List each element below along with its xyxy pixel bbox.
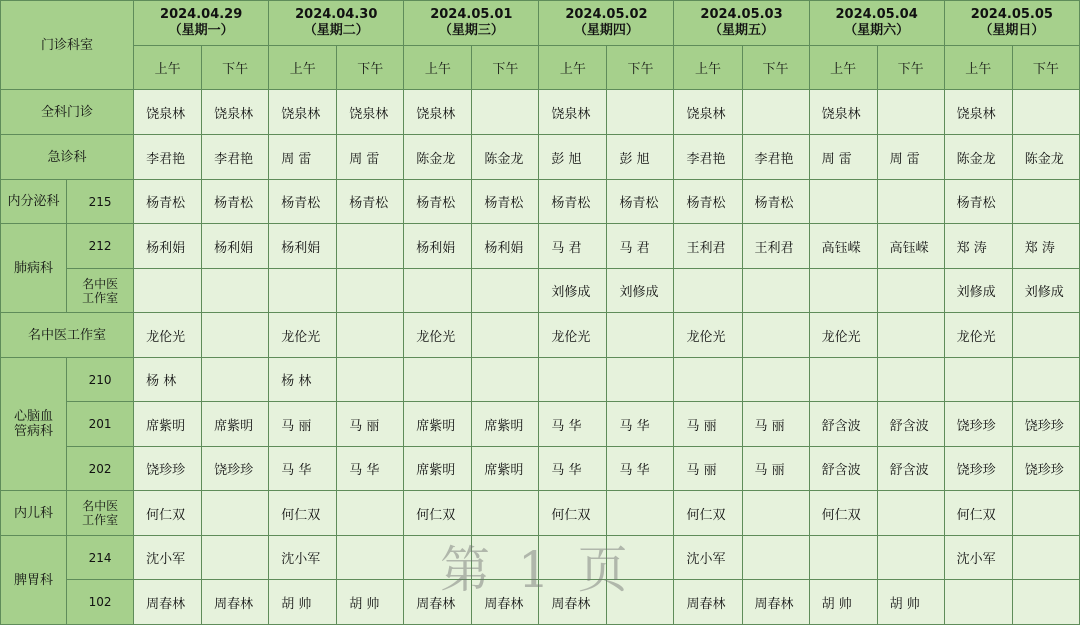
date-header: 2024.05.01 （星期三） [404, 1, 539, 46]
row-spleen-102 [1, 580, 1080, 625]
doctor-cell: 席紫明 [472, 447, 539, 491]
pm-header: 下午 [337, 46, 404, 90]
doctor-cell [809, 536, 877, 580]
doctor-cell: 高钰嵘 [809, 224, 877, 269]
dept-label: 内儿科 [1, 491, 67, 536]
doctor-cell [742, 491, 809, 536]
doctor-cell: 陈金龙 [404, 135, 472, 180]
doctor-cell [1012, 491, 1079, 536]
doctor-cell [202, 536, 269, 580]
doctor-cell: 杨青松 [742, 180, 809, 224]
doctor-cell [809, 358, 877, 402]
row-tcm-studio [1, 313, 1080, 358]
doctor-cell [742, 313, 809, 358]
row-pulmonary-212 [1, 224, 1080, 269]
doctor-cell [809, 180, 877, 224]
date-header: 2024.05.04 （星期六） [809, 1, 944, 46]
doctor-cell: 饶泉林 [809, 90, 877, 135]
doctor-cell [269, 269, 337, 313]
doctor-cell [337, 269, 404, 313]
pm-header: 下午 [472, 46, 539, 90]
room-label: 202 [67, 447, 134, 491]
doctor-cell: 饶珍珍 [202, 447, 269, 491]
doctor-cell [472, 269, 539, 313]
doctor-cell [404, 269, 472, 313]
doctor-cell [1012, 580, 1079, 625]
doctor-cell: 龙伦光 [539, 313, 607, 358]
doctor-cell: 杨青松 [607, 180, 674, 224]
doctor-cell: 席紫明 [134, 402, 202, 447]
doctor-cell [607, 580, 674, 625]
doctor-cell [809, 269, 877, 313]
doctor-cell: 杨利娟 [202, 224, 269, 269]
row-pulmonary-studio [1, 269, 1080, 313]
doctor-cell: 杨青松 [134, 180, 202, 224]
doctor-cell: 陈金龙 [472, 135, 539, 180]
doctor-cell [944, 580, 1012, 625]
doctor-cell: 饶泉林 [944, 90, 1012, 135]
page-watermark: 第 1 页 [440, 541, 634, 599]
doctor-cell [1012, 536, 1079, 580]
doctor-cell: 龙伦光 [404, 313, 472, 358]
doctor-cell: 马 华 [539, 447, 607, 491]
doctor-cell: 饶泉林 [202, 90, 269, 135]
doctor-cell [742, 90, 809, 135]
doctor-cell: 龙伦光 [674, 313, 742, 358]
am-header: 上午 [809, 46, 877, 90]
pm-header: 下午 [1012, 46, 1079, 90]
doctor-cell: 陈金龙 [944, 135, 1012, 180]
doctor-cell: 饶泉林 [337, 90, 404, 135]
room-label: 名中医工作室 [67, 269, 134, 313]
doctor-cell: 何仁双 [269, 491, 337, 536]
doctor-cell: 杨青松 [337, 180, 404, 224]
doctor-cell: 周 雷 [337, 135, 404, 180]
row-emergency [1, 135, 1080, 180]
dept-label: 名中医工作室 [1, 313, 134, 358]
date-header: 2024.05.03 （星期五） [674, 1, 809, 46]
doctor-cell [674, 358, 742, 402]
dept-label: 心脑血管病科 [1, 358, 67, 491]
doctor-cell: 周春林 [539, 580, 607, 625]
doctor-cell: 席紫明 [404, 402, 472, 447]
doctor-cell: 饶珍珍 [1012, 402, 1079, 447]
am-header: 上午 [944, 46, 1012, 90]
doctor-cell: 周春林 [134, 580, 202, 625]
doctor-cell [944, 358, 1012, 402]
doctor-cell: 刘修成 [1012, 269, 1079, 313]
doctor-cell [1012, 313, 1079, 358]
doctor-cell: 刘修成 [539, 269, 607, 313]
am-header: 上午 [674, 46, 742, 90]
doctor-cell [877, 358, 944, 402]
doctor-cell [539, 358, 607, 402]
doctor-cell: 席紫明 [202, 402, 269, 447]
doctor-cell: 周 雷 [269, 135, 337, 180]
doctor-cell: 舒含波 [877, 447, 944, 491]
doctor-cell [877, 90, 944, 135]
dept-header: 门诊科室 [1, 1, 134, 90]
doctor-cell: 马 华 [539, 402, 607, 447]
row-endocrine-215 [1, 180, 1080, 224]
date-header: 2024.04.30 （星期二） [269, 1, 404, 46]
doctor-cell: 杨青松 [404, 180, 472, 224]
doctor-cell: 杨青松 [269, 180, 337, 224]
doctor-cell [674, 269, 742, 313]
doctor-cell: 龙伦光 [944, 313, 1012, 358]
pm-header: 下午 [742, 46, 809, 90]
doctor-cell: 马 丽 [742, 402, 809, 447]
doctor-cell [202, 491, 269, 536]
doctor-cell: 李君艳 [134, 135, 202, 180]
doctor-cell: 周 雷 [877, 135, 944, 180]
doctor-cell: 何仁双 [674, 491, 742, 536]
doctor-cell: 杨利娟 [404, 224, 472, 269]
room-label: 201 [67, 402, 134, 447]
room-label: 210 [67, 358, 134, 402]
doctor-cell [607, 536, 674, 580]
doctor-cell: 李君艳 [202, 135, 269, 180]
doctor-cell [202, 358, 269, 402]
doctor-cell: 胡 帅 [877, 580, 944, 625]
row-cardio-201 [1, 402, 1080, 447]
doctor-cell [472, 313, 539, 358]
doctor-cell [202, 313, 269, 358]
doctor-cell [877, 269, 944, 313]
doctor-cell: 马 丽 [337, 402, 404, 447]
doctor-cell: 马 君 [607, 224, 674, 269]
doctor-cell: 何仁双 [944, 491, 1012, 536]
doctor-cell [337, 313, 404, 358]
date-header: 2024.04.29 （星期一） [134, 1, 269, 46]
doctor-cell: 马 华 [607, 447, 674, 491]
doctor-cell [134, 269, 202, 313]
room-label: 102 [67, 580, 134, 625]
doctor-cell: 何仁双 [809, 491, 877, 536]
doctor-cell: 郑 涛 [944, 224, 1012, 269]
doctor-cell: 席紫明 [472, 402, 539, 447]
doctor-cell [472, 358, 539, 402]
doctor-cell: 饶泉林 [269, 90, 337, 135]
dept-label: 急诊科 [1, 135, 134, 180]
doctor-cell: 马 华 [269, 447, 337, 491]
date-header: 2024.05.02 （星期四） [539, 1, 674, 46]
room-label: 215 [67, 180, 134, 224]
doctor-cell: 饶珍珍 [944, 402, 1012, 447]
doctor-cell: 杨青松 [674, 180, 742, 224]
row-general [1, 90, 1080, 135]
doctor-cell: 马 丽 [674, 447, 742, 491]
row-cardio-202 [1, 447, 1080, 491]
doctor-cell [1012, 90, 1079, 135]
room-label: 212 [67, 224, 134, 269]
doctor-cell [404, 536, 472, 580]
doctor-cell: 马 丽 [742, 447, 809, 491]
doctor-cell [337, 491, 404, 536]
doctor-cell: 饶泉林 [134, 90, 202, 135]
doctor-cell: 龙伦光 [134, 313, 202, 358]
doctor-cell [607, 90, 674, 135]
doctor-cell: 饶泉林 [539, 90, 607, 135]
doctor-cell [607, 358, 674, 402]
doctor-cell: 马 君 [539, 224, 607, 269]
am-header: 上午 [404, 46, 472, 90]
room-label: 214 [67, 536, 134, 580]
doctor-cell: 彭 旭 [607, 135, 674, 180]
doctor-cell: 马 华 [607, 402, 674, 447]
dept-label: 脾胃科 [1, 536, 67, 625]
doctor-cell: 胡 帅 [337, 580, 404, 625]
doctor-cell: 饶珍珍 [134, 447, 202, 491]
doctor-cell: 郑 涛 [1012, 224, 1079, 269]
doctor-cell: 彭 旭 [539, 135, 607, 180]
doctor-cell [472, 491, 539, 536]
doctor-cell: 沈小军 [269, 536, 337, 580]
row-pediatrics-studio [1, 491, 1080, 536]
pm-header: 下午 [607, 46, 674, 90]
doctor-cell: 杨青松 [202, 180, 269, 224]
doctor-cell [337, 358, 404, 402]
dept-label: 内分泌科 [1, 180, 67, 224]
doctor-cell [539, 536, 607, 580]
pm-header: 下午 [877, 46, 944, 90]
pm-header: 下午 [202, 46, 269, 90]
doctor-cell [472, 90, 539, 135]
dept-label: 肺病科 [1, 224, 67, 313]
doctor-cell: 何仁双 [539, 491, 607, 536]
doctor-cell: 饶泉林 [674, 90, 742, 135]
doctor-cell: 李君艳 [742, 135, 809, 180]
doctor-cell: 陈金龙 [1012, 135, 1079, 180]
doctor-cell [877, 180, 944, 224]
doctor-cell [742, 536, 809, 580]
dept-label: 全科门诊 [1, 90, 134, 135]
date-header: 2024.05.05 （星期日） [944, 1, 1079, 46]
doctor-cell [607, 491, 674, 536]
am-header: 上午 [269, 46, 337, 90]
row-spleen-214 [1, 536, 1080, 580]
am-header: 上午 [134, 46, 202, 90]
doctor-cell: 马 丽 [674, 402, 742, 447]
doctor-cell: 杨青松 [472, 180, 539, 224]
doctor-cell: 杨利娟 [472, 224, 539, 269]
doctor-cell: 席紫明 [404, 447, 472, 491]
doctor-cell [1012, 180, 1079, 224]
doctor-cell: 马 华 [337, 447, 404, 491]
doctor-cell: 饶珍珍 [944, 447, 1012, 491]
doctor-cell: 周春林 [742, 580, 809, 625]
doctor-cell [1012, 358, 1079, 402]
doctor-cell: 王利君 [674, 224, 742, 269]
doctor-cell: 沈小军 [134, 536, 202, 580]
doctor-cell: 杨 林 [134, 358, 202, 402]
doctor-cell [877, 536, 944, 580]
doctor-cell: 沈小军 [944, 536, 1012, 580]
doctor-cell: 杨青松 [539, 180, 607, 224]
doctor-cell: 周 雷 [809, 135, 877, 180]
doctor-cell: 饶珍珍 [1012, 447, 1079, 491]
doctor-cell [337, 536, 404, 580]
doctor-cell: 胡 帅 [269, 580, 337, 625]
row-cardio-210 [1, 358, 1080, 402]
doctor-cell: 周春林 [472, 580, 539, 625]
doctor-cell: 周春林 [404, 580, 472, 625]
room-label: 名中医工作室 [67, 491, 134, 536]
doctor-cell [202, 269, 269, 313]
doctor-cell [607, 313, 674, 358]
doctor-cell: 杨青松 [944, 180, 1012, 224]
doctor-cell: 沈小军 [674, 536, 742, 580]
doctor-cell: 杨 林 [269, 358, 337, 402]
doctor-cell [742, 269, 809, 313]
doctor-cell: 饶泉林 [404, 90, 472, 135]
doctor-cell: 王利君 [742, 224, 809, 269]
doctor-cell: 刘修成 [944, 269, 1012, 313]
doctor-cell: 周春林 [202, 580, 269, 625]
doctor-cell: 何仁双 [404, 491, 472, 536]
doctor-cell: 舒含波 [809, 402, 877, 447]
am-header: 上午 [539, 46, 607, 90]
doctor-cell: 马 丽 [269, 402, 337, 447]
doctor-cell: 胡 帅 [809, 580, 877, 625]
doctor-cell: 龙伦光 [269, 313, 337, 358]
doctor-cell: 李君艳 [674, 135, 742, 180]
doctor-cell: 杨利娟 [269, 224, 337, 269]
doctor-cell [472, 536, 539, 580]
doctor-cell: 刘修成 [607, 269, 674, 313]
doctor-cell [337, 224, 404, 269]
doctor-cell [877, 313, 944, 358]
doctor-cell: 舒含波 [877, 402, 944, 447]
doctor-cell: 舒含波 [809, 447, 877, 491]
doctor-cell: 龙伦光 [809, 313, 877, 358]
doctor-cell: 周春林 [674, 580, 742, 625]
doctor-cell [404, 358, 472, 402]
doctor-cell [742, 358, 809, 402]
doctor-cell: 何仁双 [134, 491, 202, 536]
doctor-cell: 杨利娟 [134, 224, 202, 269]
doctor-cell: 高钰嵘 [877, 224, 944, 269]
doctor-cell [877, 491, 944, 536]
